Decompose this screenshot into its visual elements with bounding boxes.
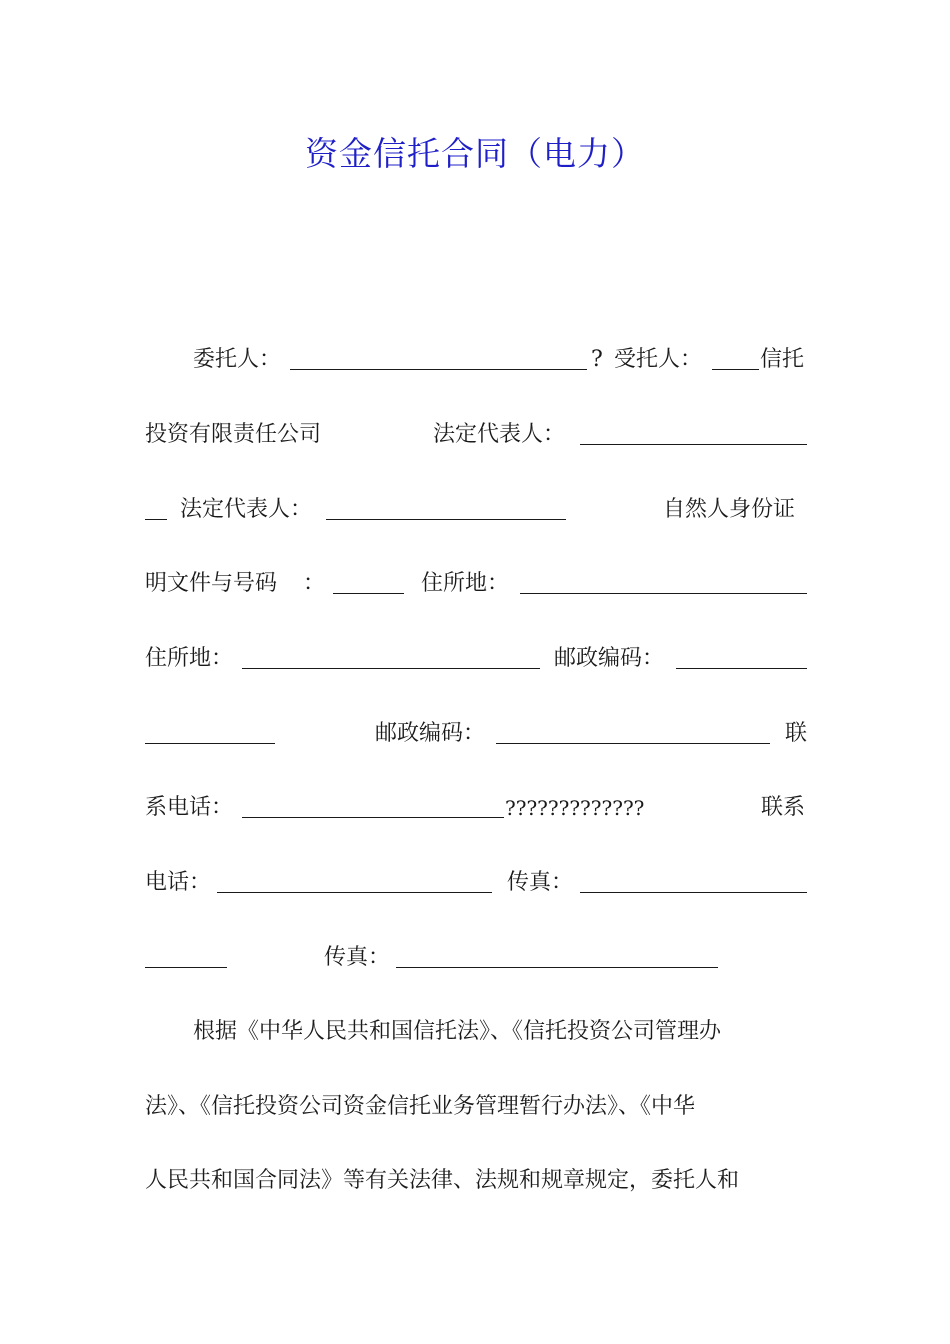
fax-label: 传真： [507, 870, 574, 895]
trustee-name-part: 信托 [760, 347, 805, 372]
contact-label-part: 联 [785, 721, 808, 746]
postal-blank [676, 668, 807, 669]
legal-rep-label: 法定代表人： [433, 422, 566, 447]
trustee-blank [712, 369, 759, 370]
phone-blank [217, 892, 492, 893]
id-blank [333, 593, 404, 594]
fax-label: 传真： [324, 945, 391, 970]
trustee-label: 受托人： [614, 347, 703, 372]
body-line-2 [145, 1087, 807, 1127]
legal-rep-blank [326, 519, 566, 520]
id-label: 明文件与号码 [145, 571, 278, 596]
legal-rep-label: 法定代表人： [180, 497, 313, 522]
fax-blank [145, 967, 227, 968]
postal-label: 邮政编码： [375, 721, 486, 746]
party-line-8 [145, 863, 807, 903]
fax-blank [580, 892, 807, 893]
question-marks: ????????????? [505, 796, 645, 820]
question-mark: ? [591, 347, 603, 372]
legal-rep-blank [580, 444, 807, 445]
trustor-label: 委托人： [193, 347, 282, 372]
party-line-9 [145, 938, 807, 978]
party-line-3 [145, 490, 807, 530]
party-line-6 [145, 714, 807, 754]
body-line-3 [145, 1161, 807, 1201]
contact-label-part: 联系 [761, 795, 806, 820]
id-label: 自然人身份证 [663, 497, 796, 522]
party-line-1 [145, 340, 807, 380]
document-title: 资金信托合同（电力） [305, 134, 645, 173]
trustee-name-part: 投资有限责任公司 [145, 422, 322, 447]
fax-blank [396, 967, 718, 968]
address-label: 住所地： [145, 646, 234, 671]
postal-label: 邮政编码： [554, 646, 665, 671]
party-line-4 [145, 564, 807, 604]
address-blank [520, 593, 807, 594]
body-line-1 [145, 1012, 807, 1052]
body-text: 法》、《信托投资公司资金信托业务管理暂行办法》、《中华 [145, 1094, 696, 1119]
postal-blank [496, 743, 770, 744]
party-line-2 [145, 415, 807, 455]
postal-blank [145, 743, 275, 744]
address-blank [242, 668, 540, 669]
body-text: 根据《中华人民共和国信托法》、《信托投资公司管理办 [193, 1019, 722, 1044]
contact-label-part: 系电话： [145, 795, 234, 820]
trustor-blank [290, 369, 587, 370]
body-text: 人民共和国合同法》等有关法律、法规和规章规定，委托人和 [145, 1168, 740, 1193]
party-line-5 [145, 639, 807, 679]
party-line-7 [145, 788, 807, 828]
legal-rep-blank [145, 519, 167, 520]
contact-label-part: 电话： [145, 870, 212, 895]
address-label: 住所地： [421, 571, 510, 596]
phone-blank [242, 817, 504, 818]
id-colon: ： [303, 571, 326, 596]
